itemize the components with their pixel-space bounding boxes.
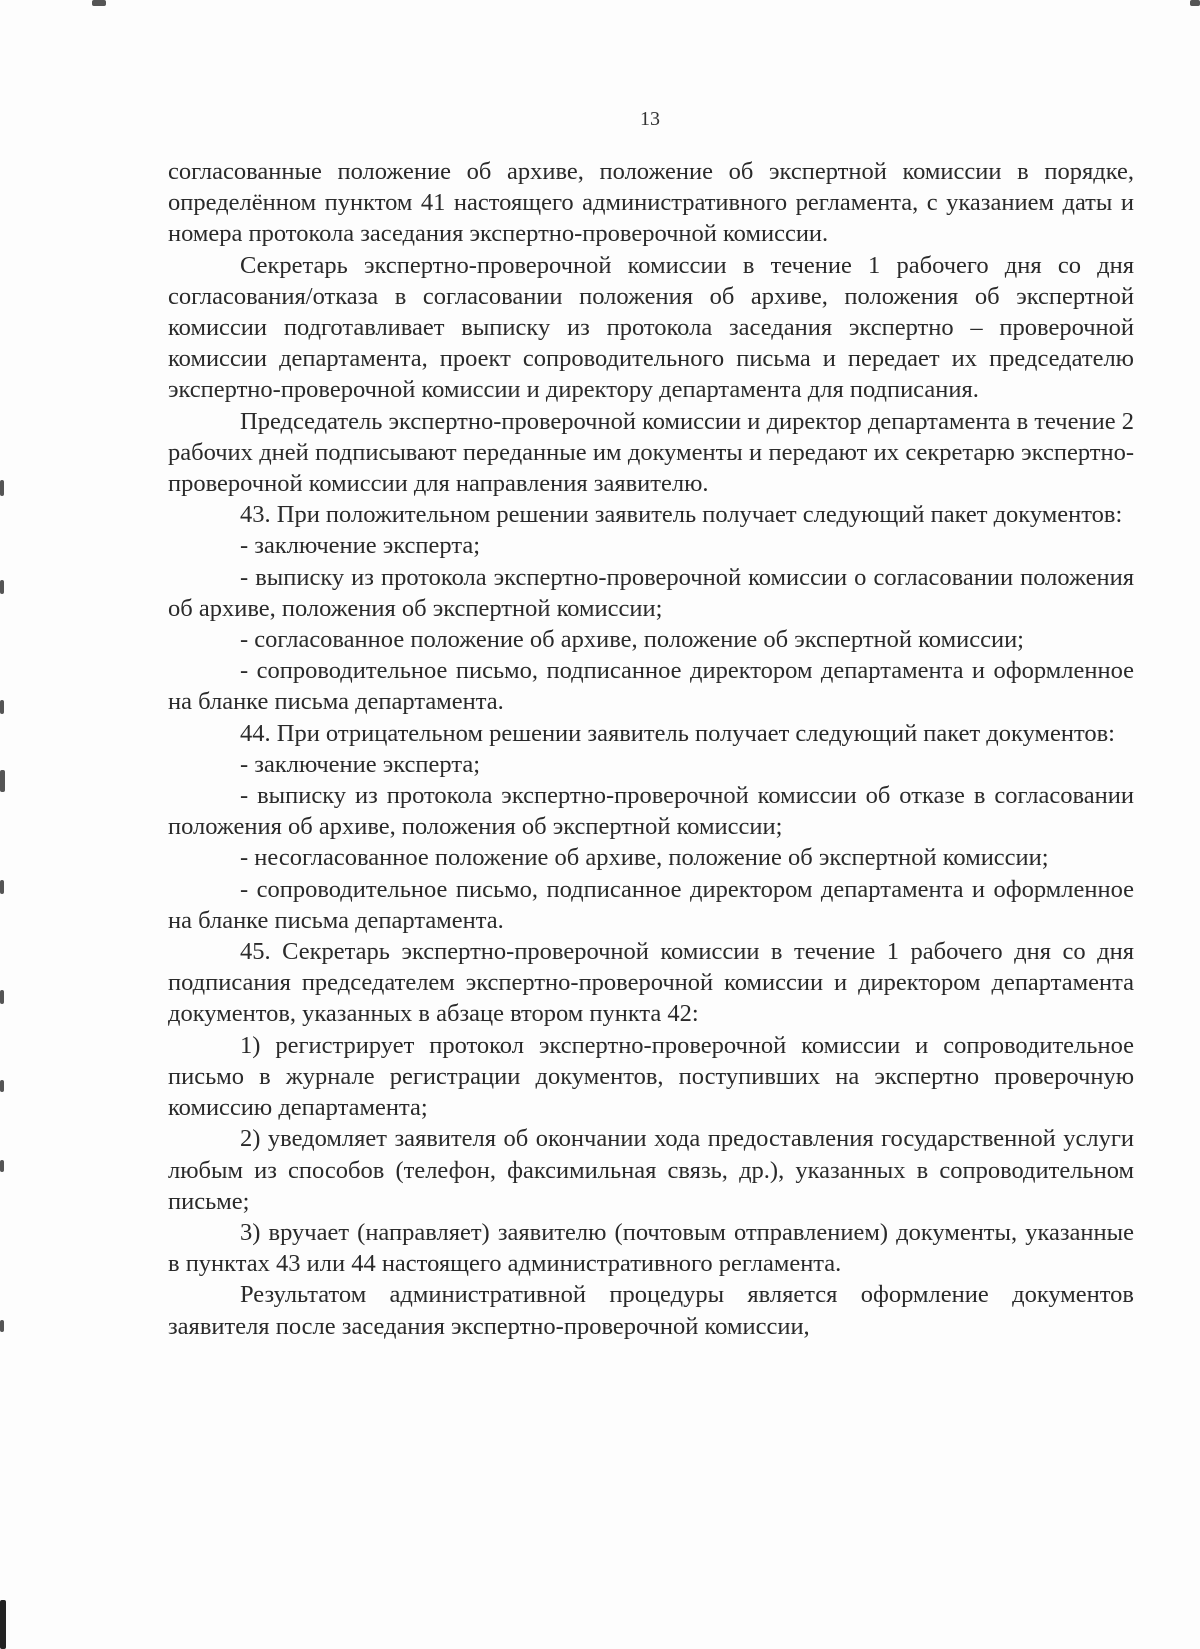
list-item: - сопроводительное письмо, подписанное директором департамента и оформленное на бланке письма департамента. — [168, 875, 1134, 934]
paragraph: 45. Секретарь экспертно-проверочной комиссии в течение 1 рабочего дня со дня подписания председателем экспертно-проверочной комиссии и директором департамента документов, указанных в абзаце втором пункта 42: — [168, 938, 1134, 1028]
paragraph: 43. При положительном решении заявитель получает следующий пакет документов: — [240, 501, 1123, 529]
scan-artifact — [0, 480, 4, 496]
paragraph: Секретарь экспертно-проверочной комиссии в течение 1 рабочего дня со дня согласования/отказа в согласовании положения об архиве, положения об экспертной комиссии подготавливает выписку из протокола заседания экспертно – проверочной комиссии департамента, проект сопроводительного письма и передает их председателю экспертно-проверочной комиссии и директору департамента для подписания. — [168, 251, 1134, 404]
scan-artifact — [1190, 0, 1200, 6]
scan-artifact — [0, 1160, 4, 1172]
list-item: - несогласованное положение об архиве, положение об экспертной комиссии; — [240, 844, 1049, 872]
paragraph: 44. При отрицательном решении заявитель получает следующий пакет документов: — [240, 719, 1115, 747]
scan-artifact — [0, 1080, 4, 1092]
scan-artifact — [0, 990, 4, 1004]
scan-artifact — [0, 880, 4, 894]
list-item: - выписку из протокола экспертно-проверочной комиссии о согласовании положения об архиве, положения об экспертной комиссии; — [168, 563, 1134, 622]
scan-artifact — [92, 0, 106, 6]
paragraph: Результатом административной процедуры является оформление документов заявителя после заседания экспертно-проверочной комиссии, — [168, 1281, 1134, 1340]
paragraph: согласованные положение об архиве, положение об экспертной комиссии в порядке, определённом пунктом 41 настоящего административного регламента, с указанием даты и номера протокола заседания экспертно-проверочной комиссии. — [168, 158, 1134, 248]
list-item: - выписку из протокола экспертно-проверочной комиссии об отказе в согласовании положения об архиве, положения об экспертной комиссии; — [168, 782, 1134, 841]
scan-artifact — [0, 1600, 6, 1649]
scan-artifact — [0, 700, 4, 714]
scan-artifact — [0, 580, 4, 594]
list-item: 3) вручает (направляет) заявителю (почтовым отправлением) документы, указанные в пунктах 43 или 44 настоящего административного регламента. — [168, 1218, 1134, 1278]
paragraph: Председатель экспертно-проверочной комиссии и директор департамента в течение 2 рабочих дней подписывают переданные им документы и передают их секретарю экспертно-проверочной комиссии для направления заявителю. — [168, 407, 1134, 498]
list-item: 1) регистрирует протокол экспертно-проверочной комиссии и сопроводительное письмо в журнале регистрации документов, поступивших на экспертно проверочную комиссию департамента; — [168, 1031, 1134, 1122]
scan-artifact — [0, 770, 5, 792]
list-item: - сопроводительное письмо, подписанное директором департамента и оформленное на бланке письма департамента. — [168, 657, 1134, 716]
list-item: - заключение эксперта; — [240, 750, 481, 778]
page-number: 13 — [640, 108, 660, 130]
document-body — [168, 156, 1134, 1342]
list-item: - согласованное положение об архиве, положение об экспертной комиссии; — [240, 626, 1024, 654]
list-item: 2) уведомляет заявителя об окончании хода предоставления государственной услуги любым из способов (телефон, факсимильная связь, др.), указанных в сопроводительном письме; — [168, 1125, 1134, 1215]
scan-artifact — [0, 1320, 4, 1332]
list-item: - заключение эксперта; — [240, 532, 481, 560]
